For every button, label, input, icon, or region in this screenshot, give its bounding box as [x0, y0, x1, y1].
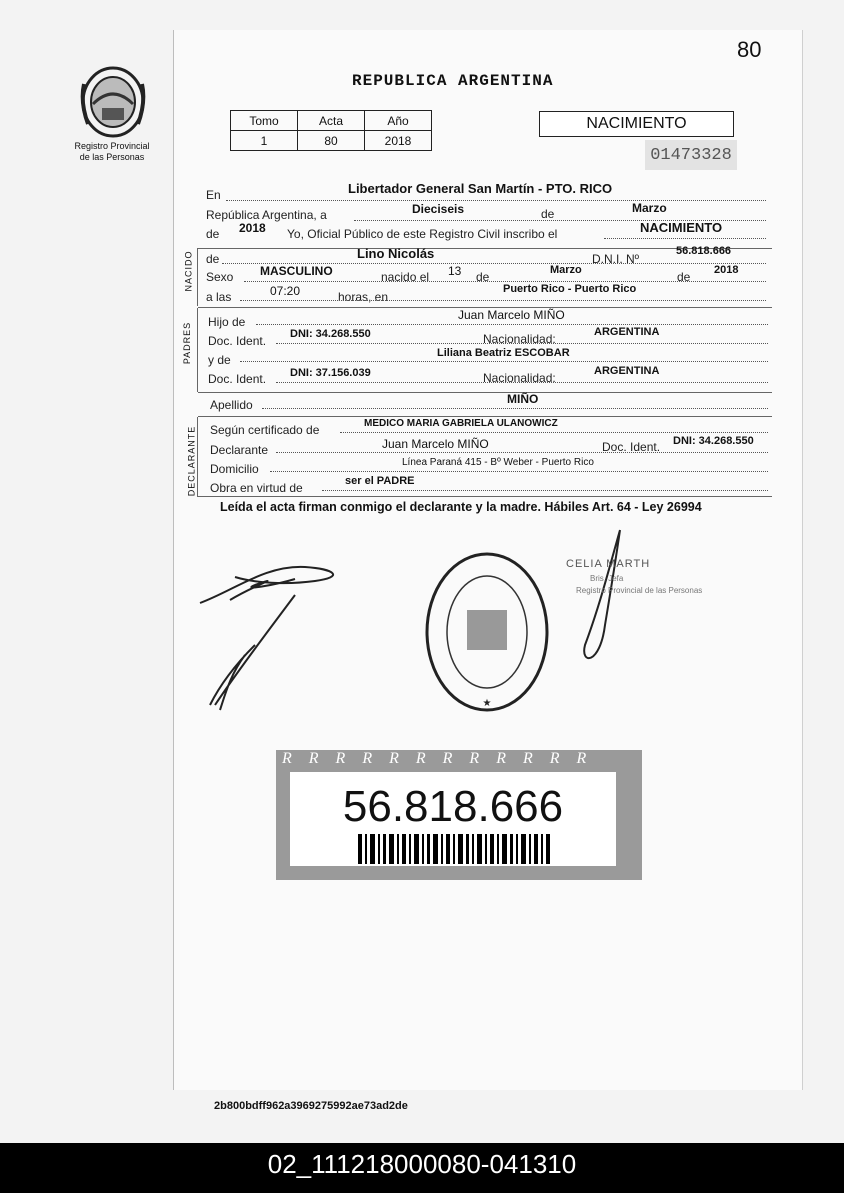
registry-value-anio: 2018: [365, 131, 432, 151]
declarant-signature: [195, 555, 355, 715]
father-doc-value: DNI: 34.268.550: [290, 328, 371, 340]
barcode-bars: [358, 834, 550, 864]
address-value: Línea Paraná 415 - Bº Weber - Puerto Rico: [402, 457, 594, 468]
label-de: de: [476, 270, 490, 284]
label-born: nacido el: [381, 270, 430, 284]
dotted-line: [340, 432, 768, 433]
label-place: horas, en: [338, 290, 389, 304]
label-de: de: [206, 227, 220, 241]
act-type-value: NACIMIENTO: [640, 220, 723, 235]
label-hijo: Hijo de: [208, 315, 246, 329]
declarant-name-value: Juan Marcelo MIÑO: [382, 437, 489, 451]
father-nationality-value: ARGENTINA: [594, 326, 660, 338]
dotted-line: [276, 382, 768, 383]
label-de: de: [541, 207, 555, 221]
label-certificate: Según certificado de: [210, 423, 320, 437]
serial-number: 01473328: [645, 140, 737, 170]
side-label-nacido: NACIDO: [183, 250, 194, 292]
label-dni: D.N.I. Nº: [592, 252, 640, 266]
dotted-line: [270, 471, 768, 472]
label-apellido: Apellido: [210, 398, 253, 412]
dotted-line: [256, 324, 768, 325]
section-divider: [197, 308, 198, 392]
place-value: Libertador General San Martín - PTO. RICO: [348, 181, 613, 196]
label-y-de: y de: [208, 353, 231, 367]
section-divider: [197, 417, 198, 497]
label-doc-ident: Doc. Ident.: [208, 372, 267, 386]
sex-value: MASCULINO: [260, 264, 333, 278]
label-time: a las: [206, 290, 232, 304]
section-rule: [198, 416, 772, 417]
label-en: En: [206, 188, 221, 202]
officer-signature: [570, 525, 630, 675]
birth-time-value: 07:20: [270, 284, 301, 298]
officer-rank: Bris. Jefa: [590, 574, 624, 583]
barcode-panel: [290, 772, 616, 866]
label-nacionalidad: Nacionalidad:: [483, 371, 556, 385]
child-name-value: Lino Nicolás: [357, 246, 435, 261]
section-divider: [197, 248, 198, 306]
father-name-value: Juan Marcelo MIÑO: [458, 308, 565, 322]
certificate-value: MEDICO MARIA GABRIELA ULANOWICZ: [364, 418, 558, 429]
birth-month-value: Marzo: [550, 264, 582, 276]
registry-value-tomo: 1: [231, 131, 298, 151]
label-declarante: Declarante: [210, 443, 269, 457]
label-republic: República Argentina, a: [206, 208, 327, 222]
label-doc-ident: Doc. Ident.: [208, 334, 267, 348]
logo-caption: Registro Provincial de las Personas: [74, 141, 150, 162]
mother-doc-value: DNI: 37.156.039: [290, 367, 371, 379]
dotted-line: [276, 452, 768, 453]
birth-day-value: 13: [448, 264, 462, 278]
label-obra: Obra en virtud de: [210, 481, 303, 495]
officer-office: Registro Provincial de las Personas: [576, 586, 703, 595]
section-rule: [198, 496, 772, 497]
footer-code: 02_111218000080-041310: [0, 1143, 844, 1193]
label-nacionalidad: Nacionalidad:: [483, 332, 556, 346]
registry-header-tomo: Tomo: [231, 111, 298, 131]
barcode-dni-number: 56.818.666: [342, 782, 564, 831]
month-value: Marzo: [632, 201, 667, 215]
dotted-line: [226, 200, 766, 201]
province-seal-logo: [78, 64, 148, 140]
birth-place-value: Puerto Rico - Puerto Rico: [503, 283, 637, 295]
year-value: 2018: [239, 221, 266, 235]
security-pattern: RRRRRRRRRRRR: [282, 750, 604, 767]
label-registrar: Yo, Oficial Público de este Registro Civil inscribo el: [287, 227, 558, 241]
mother-nationality-value: ARGENTINA: [594, 365, 660, 377]
declarant-doc-value: DNI: 34.268.550: [673, 435, 754, 447]
registry-table: [230, 110, 432, 151]
record-type-box: NACIMIENTO: [539, 111, 734, 137]
svg-text:★: ★: [482, 698, 492, 709]
mother-name-value: Liliana Beatriz ESCOBAR: [437, 347, 570, 359]
label-de: de: [677, 270, 691, 284]
registry-header-anio: Año: [365, 111, 432, 131]
side-label-declarante: DECLARANTE: [186, 425, 197, 497]
legal-statement: Leída el acta firman conmigo el declarante y la madre. Hábiles Art. 64 - Ley 26994: [220, 500, 702, 514]
dotted-line: [604, 238, 766, 239]
dotted-line: [240, 361, 768, 362]
document-title: REPUBLICA ARGENTINA: [352, 72, 554, 90]
day-word-value: Dieciseis: [412, 202, 465, 216]
side-label-padres: PADRES: [182, 321, 193, 365]
dotted-line: [322, 490, 768, 491]
child-dni-value: 56.818.666: [676, 245, 732, 257]
document-hash: 2b800bdff962a3969275992ae73ad2de: [214, 1100, 408, 1112]
birth-year-value: 2018: [714, 264, 739, 276]
label-domicilio: Domicilio: [210, 462, 259, 476]
official-stamp: [422, 550, 552, 715]
dotted-line: [240, 300, 766, 301]
label-de: de: [206, 252, 220, 266]
label-doc-ident: Doc. Ident.: [602, 440, 661, 454]
surname-value: MIÑO: [507, 392, 539, 406]
section-rule: [198, 392, 772, 393]
dotted-line: [262, 408, 768, 409]
registry-value-acta: 80: [298, 131, 365, 151]
registry-header-acta: Acta: [298, 111, 365, 131]
dni-barcode-label: [276, 750, 642, 880]
dotted-line: [276, 343, 768, 344]
page-number: 80: [737, 37, 762, 62]
capacity-value: ser el PADRE: [345, 475, 415, 487]
dotted-line: [244, 281, 766, 282]
label-sexo: Sexo: [206, 270, 234, 284]
officer-name: CELIA MARTH: [566, 558, 651, 570]
